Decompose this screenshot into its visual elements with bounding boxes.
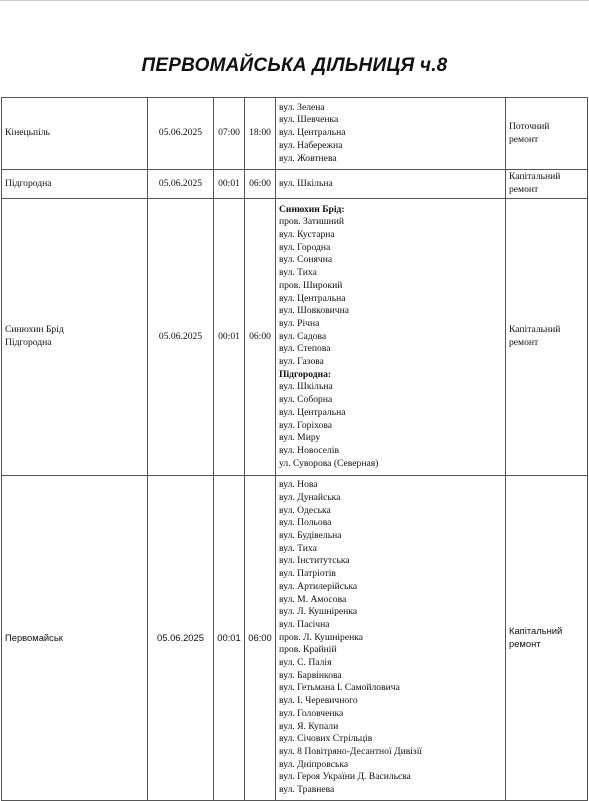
locality-subheader: Підгородна: bbox=[279, 368, 332, 380]
start-time-cell: 00:01 bbox=[214, 199, 245, 476]
work-type-text: ремонт bbox=[509, 337, 539, 348]
street-item: вул. Дунайська bbox=[279, 491, 341, 503]
work-type-text: Капітальний bbox=[509, 625, 563, 637]
street-item: вул. Я. Купали bbox=[279, 720, 339, 732]
street-item: вул. Центральна bbox=[279, 406, 346, 418]
street-item: вул. Газова bbox=[279, 356, 324, 368]
street-item: вул. Тиха bbox=[279, 542, 317, 554]
street-item: вул. Інститутська bbox=[279, 555, 350, 567]
work-type-text: Капітальний bbox=[509, 171, 561, 183]
street-item: вул. Річна bbox=[279, 317, 320, 329]
locality-cell bbox=[2, 476, 148, 801]
street-item: вул. Соборна bbox=[279, 394, 333, 406]
street-item: вул. Травнева bbox=[279, 784, 335, 796]
street-item: вул. Артилерійська bbox=[279, 580, 358, 592]
street-item: ул. Суворова (Северная) bbox=[279, 457, 379, 469]
street-item: вул. Шевченка bbox=[279, 114, 339, 126]
street-item: пров. Затишний bbox=[279, 216, 344, 228]
street-item: вул. М. Амосова bbox=[279, 593, 347, 605]
table-row bbox=[2, 476, 588, 801]
street-item: вул. Л. Кушніренка bbox=[279, 606, 358, 618]
date-cell: 05.06.2025 bbox=[148, 476, 214, 801]
end-time-cell: 06:00 bbox=[245, 476, 276, 801]
locality-name: Кінецьпіль bbox=[5, 127, 50, 139]
street-item: вул. Дніпровська bbox=[279, 758, 349, 770]
street-item: вул. Новоселів bbox=[279, 444, 340, 456]
work-type-cell bbox=[506, 476, 588, 801]
streets-cell bbox=[276, 170, 506, 199]
street-item: вул. І. Черевичного bbox=[279, 695, 358, 707]
work-type-text: Капітальний bbox=[509, 324, 561, 336]
work-type-cell bbox=[506, 170, 588, 199]
top-divider bbox=[0, 0, 589, 1]
work-type-text: ремонт bbox=[509, 184, 539, 195]
end-time-cell: 06:00 bbox=[245, 170, 276, 199]
street-item: вул. Шкільна bbox=[279, 381, 333, 393]
streets-cell bbox=[276, 199, 506, 476]
streets-cell bbox=[276, 98, 506, 170]
work-type-cell bbox=[506, 98, 588, 170]
street-item: вул. Героя України Д. Васильєва bbox=[279, 771, 411, 783]
street-item: вул. Барвінкова bbox=[279, 669, 342, 681]
street-item: вул. Тиха bbox=[279, 267, 317, 279]
locality-name: Підгородна bbox=[5, 337, 52, 348]
street-item: вул. Будівельна bbox=[279, 530, 342, 542]
locality-name: Синюхин Брід bbox=[5, 324, 64, 336]
start-time-cell: 00:01 bbox=[214, 476, 245, 801]
street-item: вул. Шовковична bbox=[279, 305, 350, 317]
street-item: вул. Жовтнева bbox=[279, 152, 337, 164]
street-item: вул. Гетьмана І. Самойловича bbox=[279, 682, 400, 694]
street-item: вул. Пасічна bbox=[279, 618, 330, 630]
street-item: вул. С. Палія bbox=[279, 657, 332, 669]
street-item: вул. Шкільна bbox=[279, 177, 333, 189]
street-item: вул. Польова bbox=[279, 517, 332, 529]
street-item: вул. Одеська bbox=[279, 504, 331, 516]
street-item: вул. Степова bbox=[279, 343, 331, 355]
table-row bbox=[2, 170, 588, 199]
end-time-cell: 18:00 bbox=[245, 98, 276, 170]
street-item: вул. Центральна bbox=[279, 127, 346, 139]
street-item: вул. Зелена bbox=[279, 101, 325, 113]
table-row bbox=[2, 98, 588, 170]
locality-cell bbox=[2, 98, 148, 170]
street-item: пров. Широкий bbox=[279, 279, 343, 291]
street-item: вул. Набережна bbox=[279, 139, 343, 151]
street-item: вул. Городна bbox=[279, 241, 331, 253]
locality-name: Підгородна bbox=[5, 177, 52, 189]
end-time-cell: 06:00 bbox=[245, 199, 276, 476]
work-type-text: ремонт bbox=[509, 638, 541, 649]
street-item: вул. Патріотів bbox=[279, 568, 336, 580]
locality-name: Первомайськ bbox=[5, 631, 63, 643]
work-type-text: Поточний bbox=[509, 120, 550, 132]
date-cell: 05.06.2025 bbox=[148, 170, 214, 199]
street-item: вул. Кустарна bbox=[279, 229, 335, 241]
streets-cell bbox=[276, 476, 506, 801]
start-time-cell: 00:01 bbox=[214, 170, 245, 199]
street-item: вул. 8 Повітряно-Десантної Дивізії bbox=[279, 745, 423, 757]
street-item: вул. Нова bbox=[279, 479, 318, 491]
street-item: вул. Сонячна bbox=[279, 254, 333, 266]
page-title: ПЕРВОМАЙСЬКА ДІЛЬНИЦЯ ч.8 bbox=[141, 55, 448, 76]
street-item: вул. Горіхова bbox=[279, 419, 333, 431]
locality-cell bbox=[2, 199, 148, 476]
table-row bbox=[2, 199, 588, 476]
street-item: вул. Миру bbox=[279, 432, 321, 444]
street-item: вул. Січових Стрільців bbox=[279, 733, 373, 745]
locality-cell bbox=[2, 170, 148, 199]
date-cell: 05.06.2025 bbox=[148, 98, 214, 170]
street-item: вул. Центральна bbox=[279, 292, 346, 304]
date-cell: 05.06.2025 bbox=[148, 199, 214, 476]
work-type-text: ремонт bbox=[509, 133, 539, 145]
street-item: вул. Головченка bbox=[279, 707, 344, 719]
street-item: пров. Крайній bbox=[279, 644, 337, 656]
locality-subheader: Синюхин Брід: bbox=[279, 203, 345, 215]
outage-table bbox=[1, 97, 588, 801]
street-item: пров. Л. Кушніренка bbox=[279, 631, 363, 643]
work-type-cell bbox=[506, 199, 588, 476]
start-time-cell: 07:00 bbox=[214, 98, 245, 170]
street-item: вул. Садова bbox=[279, 330, 327, 342]
